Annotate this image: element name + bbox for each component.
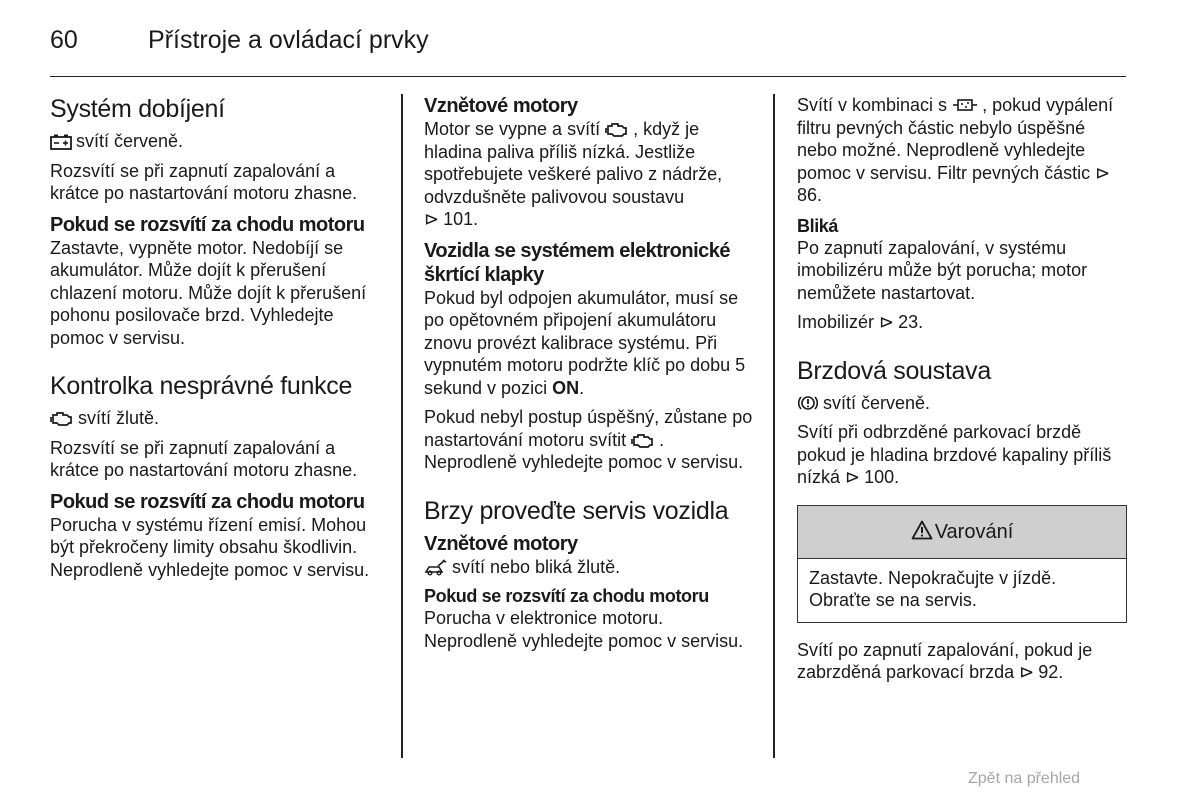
engine-icon bbox=[631, 432, 655, 449]
paragraph: Porucha v elektronice motoru. Neprodleně vyhledejte pomoc v servisu. bbox=[424, 608, 744, 651]
warning-box bbox=[797, 505, 1127, 623]
text: , když je hladina paliva příliš nízká. Jestliže spotřebujete veškeré palivo z nádrže, odvzdušněte palivovou soustavu bbox=[424, 119, 723, 207]
page-reference[interactable]: 23. bbox=[898, 312, 924, 332]
subsection-title: Pokud se rozsvítí za chodu motoru bbox=[50, 213, 365, 236]
text: . Neprodleně vyhledejte pomoc v servisu. bbox=[424, 429, 744, 472]
page-number: 60 bbox=[50, 26, 78, 54]
indicator-text: svítí červeně. bbox=[823, 392, 931, 413]
text: Imobilizér bbox=[797, 312, 875, 332]
subsection-title: Pokud se rozsvítí za chodu motoru bbox=[50, 490, 365, 513]
subsection-title: Pokud se rozsvítí za chodu motoru bbox=[424, 586, 709, 606]
column-1 bbox=[50, 94, 385, 588]
text: Svítí při odbrzděné parkovací brzdě pokud je hladina brzdové kapaliny příliš nízká bbox=[797, 422, 1112, 487]
warning-body bbox=[798, 559, 1126, 622]
column-divider bbox=[773, 94, 775, 758]
paragraph: Zastavte, vypněte motor. Nedobíjí se akumulátor. Může dojít k přerušení chlazení motoru. Může dojít k přerušení pohonu posilovače brzd. Vyhledejte pomoc v servisu. bbox=[50, 237, 367, 348]
brake-indicator-line bbox=[797, 392, 1127, 415]
text: Motor se vypne a svítí bbox=[424, 119, 601, 139]
paragraph bbox=[424, 406, 754, 474]
warning-title: Varování bbox=[934, 520, 1014, 543]
indicator-text: svítí červeně. bbox=[76, 131, 184, 151]
subsection-title-diesel: Vznětové motory bbox=[424, 532, 578, 555]
page-reference-arrow-icon: ⊳ bbox=[845, 467, 861, 487]
paragraph: Rozsvítí se při zapnutí zapalování a krátce po nastartování motoru zhasne. bbox=[50, 437, 358, 480]
page-reference-arrow-icon: ⊳ bbox=[424, 209, 440, 229]
warning-text: Zastavte. Nepokračujte v jízdě. Obraťte se na servis. bbox=[809, 567, 1057, 610]
paragraph: Po zapnutí zapalování, v systému imobilizéru může být porucha; motor nemůžete nastartovat. bbox=[797, 237, 1088, 303]
paragraph: Rozsvítí se při zapnutí zapalování a krátce po nastartování motoru zhasne. bbox=[50, 160, 358, 203]
paragraph: Porucha v systému řízení emisí. Mohou být překročeny limity obsahu škodlivin. Neprodleně vyhledejte pomoc v servisu. bbox=[50, 514, 370, 580]
indicator-text: svítí žlutě. bbox=[78, 408, 160, 428]
wrench-car-icon bbox=[424, 559, 448, 576]
back-to-overview-link[interactable]: Zpět na přehled bbox=[968, 770, 1081, 787]
indicator-text: svítí nebo bliká žlutě. bbox=[452, 556, 621, 577]
paragraph bbox=[797, 94, 1127, 207]
battery-icon bbox=[50, 134, 72, 150]
warning-triangle-icon bbox=[911, 520, 933, 540]
brake-icon bbox=[797, 394, 819, 412]
paragraph bbox=[797, 421, 1127, 489]
malfunction-indicator-line bbox=[50, 407, 385, 430]
page-header bbox=[50, 26, 1126, 77]
page-title: Přístroje a ovládací prvky bbox=[148, 26, 429, 54]
text: Svítí v kombinaci s bbox=[797, 95, 948, 115]
key-position: ON bbox=[552, 377, 580, 398]
particle-filter-icon bbox=[952, 97, 978, 114]
text: . bbox=[579, 377, 585, 398]
paragraph bbox=[797, 311, 1127, 334]
column-2 bbox=[424, 94, 754, 659]
charging-indicator-line bbox=[50, 130, 385, 153]
page-reference-arrow-icon: ⊳ bbox=[1019, 662, 1035, 682]
column-divider bbox=[401, 94, 403, 758]
paragraph bbox=[424, 287, 754, 400]
section-title-charging: Systém dobíjení bbox=[50, 95, 225, 123]
text: Pokud byl odpojen akumulátor, musí se po opětovném připojení akumulátoru znovu provézt kalibrace systému. Při vypnutém motoru podržte klíč po dobu 5 sekund v pozici bbox=[424, 287, 746, 398]
page-reference[interactable]: 101. bbox=[443, 209, 479, 229]
section-title-malfunction: Kontrolka nesprávné funkce bbox=[50, 372, 353, 400]
warning-header bbox=[798, 506, 1126, 559]
section-title-service: Brzy proveďte servis vozidla bbox=[424, 496, 729, 525]
section-title-brakes: Brzdová soustava bbox=[797, 356, 991, 385]
text: , pokud vypálení filtru pevných částic nebylo úspěšné nebo možné. Neprodleně vyhledejte pomoc v servisu. Filtr pevných částic bbox=[797, 95, 1114, 183]
column-3 bbox=[797, 94, 1127, 691]
page-reference[interactable]: 86. bbox=[797, 185, 823, 205]
page-reference-arrow-icon: ⊳ bbox=[879, 312, 895, 332]
page-reference-arrow-icon: ⊳ bbox=[1095, 162, 1111, 183]
engine-icon bbox=[605, 121, 629, 138]
page-reference[interactable]: 100. bbox=[864, 467, 900, 487]
subsection-title-throttle: Vozidla se systémem elektronické škrtící klapky bbox=[424, 239, 731, 286]
paragraph bbox=[424, 118, 754, 231]
subsection-title-diesel: Vznětové motory bbox=[424, 95, 578, 117]
page-reference[interactable]: 92. bbox=[1038, 662, 1064, 682]
paragraph bbox=[797, 639, 1127, 684]
engine-icon bbox=[50, 410, 74, 427]
service-indicator-line bbox=[424, 556, 754, 579]
text: Pokud nebyl postup úspěšný, zůstane po nastartování motoru svítit bbox=[424, 407, 753, 450]
subsection-title-blinks: Bliká bbox=[797, 215, 839, 236]
text: Svítí po zapnutí zapalování, pokud je zabrzděná parkovací brzda bbox=[797, 639, 1093, 682]
